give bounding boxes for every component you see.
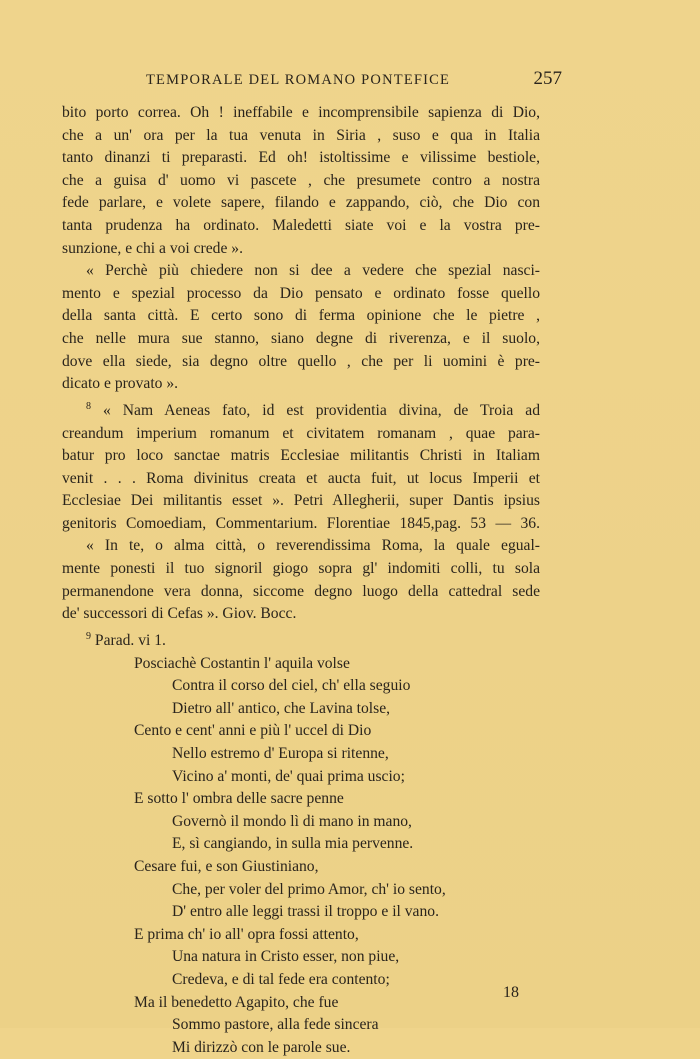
- line-text: E, sì cangiando, in sulla mia pervenne.: [172, 835, 414, 853]
- line-text: Parad. vi 1.: [94, 632, 166, 650]
- line-text: Cesare fui, e son Giustiniano,: [134, 857, 319, 875]
- text-line: [62, 603, 540, 626]
- line-text: Vicino a' monti, de' quai prima uscio;: [172, 767, 405, 785]
- line-text: « Perchè più chiedere non si dee a vedere che spezial nasci-: [86, 262, 540, 280]
- signature-mark: 18: [503, 984, 519, 1001]
- text-line: [62, 468, 540, 491]
- line-text: fede parlare, e volete sapere, filando e zappando, ciò, che Dio con: [62, 194, 540, 212]
- line-text: Sommo pastore, alla fede sincera: [172, 1016, 379, 1034]
- text-line: [62, 833, 540, 856]
- line-text: genitoris Comoediam, Commentarium. Florentiae 1845,pag. 53 — 36.: [62, 514, 540, 532]
- text-line: [62, 946, 540, 969]
- line-text: della santa città. E certo sono di ferma opinione che le pietre ,: [62, 307, 540, 325]
- line-text: Posciachè Costantin l' aquila volse: [134, 654, 350, 672]
- text-line: [62, 626, 540, 653]
- line-text: batur pro loco sanctae matris Ecclesiae militantis Christi in Italiam: [62, 447, 540, 465]
- line-text: che a un' ora per la tua venuta in Siria , suso e qua in Italia: [62, 126, 540, 144]
- text-line: [62, 879, 540, 902]
- text-line: [62, 766, 540, 789]
- text-line: [62, 125, 540, 148]
- text-line: [62, 170, 540, 193]
- line-text: mento e spezial processo da Dio pensato e ordinato fosse quello: [62, 284, 540, 302]
- line-text: che nelle mura sue stanno, siano degne di riverenza, e il suolo,: [62, 329, 540, 347]
- text-line: [62, 351, 540, 374]
- line-text: Ecclesiae Dei militantis esset ». Petri Allegherii, super Dantis ipsius: [62, 492, 540, 510]
- line-text: Mi dirizzò con le parole sue.: [172, 1038, 351, 1056]
- text-line: [62, 215, 540, 238]
- line-text: sunzione, e chi a voi crede ».: [62, 239, 243, 257]
- line-text: Cento e cent' anni e più l' uccel di Dio: [134, 722, 372, 740]
- text-line: [62, 992, 540, 1015]
- line-text: E sotto l' ombra delle sacre penne: [134, 790, 344, 808]
- text-line: [62, 698, 540, 721]
- line-text: tanta prudenza ha ordinato. Maledetti siate voi e la vostra pre-: [62, 216, 540, 234]
- line-text: Credeva, e di tal fede era contento;: [172, 970, 390, 988]
- text-line: [62, 969, 540, 992]
- line-text: che a guisa d' uomo vi pascete , che presumete contro a nostra: [62, 171, 540, 189]
- text-line: [62, 788, 540, 811]
- running-title: TEMPORALE DEL ROMANO PONTEFICE: [146, 72, 451, 88]
- line-text: tanto dinanzi ti preparasti. Ed oh! istoltissime e vilissime bestiole,: [62, 149, 540, 167]
- text-line: [62, 490, 540, 513]
- text-line: [62, 305, 540, 328]
- line-text: dicato e provato ».: [62, 375, 179, 393]
- text-line: [62, 147, 540, 170]
- text-line: [62, 1037, 540, 1059]
- text-line: [62, 445, 540, 468]
- text-line: [62, 513, 540, 536]
- line-text: Dietro all' antico, che Lavina tolse,: [172, 699, 391, 717]
- line-text: E prima ch' io all' opra fossi attento,: [134, 925, 359, 943]
- text-line: [62, 675, 540, 698]
- text-line: [62, 260, 540, 283]
- page-body: [62, 102, 540, 1059]
- text-line: [62, 720, 540, 743]
- line-text: « Nam Aeneas fato, id est providentia divina, de Troia ad: [103, 401, 540, 419]
- line-text: venit . . . Roma divinitus creata et aucta fuit, ut locus Imperii et: [62, 469, 540, 487]
- line-text: Una natura in Cristo esser, non piue,: [172, 948, 400, 966]
- text-line: [62, 1014, 540, 1037]
- footnote-marker: 9: [86, 630, 91, 642]
- text-line: [62, 535, 540, 558]
- line-text: Ma il benedetto Agapito, che fue: [134, 993, 339, 1011]
- page-number: 257: [533, 68, 562, 89]
- line-text: creandum imperium romanum et civitatem romanam , quae para-: [62, 424, 540, 442]
- line-text: permanendone vera donna, siccome degno luogo della cattedral sede: [62, 582, 540, 600]
- text-line: [62, 653, 540, 676]
- text-line: [62, 102, 540, 125]
- line-text: mente ponesti il tuo signoril giogo sopra gl' indomiti colli, tu sola: [62, 560, 540, 578]
- footnote-marker: 8: [86, 400, 91, 412]
- line-text: « In te, o alma città, o reverendissima Roma, la quale egual-: [86, 537, 540, 555]
- text-line: [62, 856, 540, 879]
- line-text: dove ella siede, sia degno oltre quello , che per li uomini è pre-: [62, 352, 540, 370]
- line-text: bito porto correa. Oh ! ineffabile e incomprensibile sapienza di Dio,: [62, 104, 540, 121]
- line-text: Nello estremo d' Europa si ritenne,: [172, 745, 389, 762]
- text-line: [62, 238, 540, 261]
- line-text: de' successori di Cefas ». Giov. Bocc.: [62, 605, 297, 623]
- line-text: Che, per voler del primo Amor, ch' io sento,: [172, 880, 446, 898]
- text-line: [62, 192, 540, 215]
- text-line: [62, 811, 540, 834]
- line-text: Governò il mondo lì di mano in mano,: [172, 812, 412, 830]
- text-line: [62, 558, 540, 581]
- text-line: [62, 901, 540, 924]
- text-line: [62, 373, 540, 396]
- line-text: Contra il corso del ciel, ch' ella seguio: [172, 677, 411, 695]
- text-line: [62, 328, 540, 351]
- text-line: [62, 423, 540, 446]
- text-line: [62, 581, 540, 604]
- line-text: D' entro alle leggi trassi il troppo e il vano.: [172, 903, 439, 921]
- text-line: [62, 283, 540, 306]
- text-line: [62, 743, 540, 766]
- text-line: [62, 396, 540, 423]
- text-line: [62, 924, 540, 947]
